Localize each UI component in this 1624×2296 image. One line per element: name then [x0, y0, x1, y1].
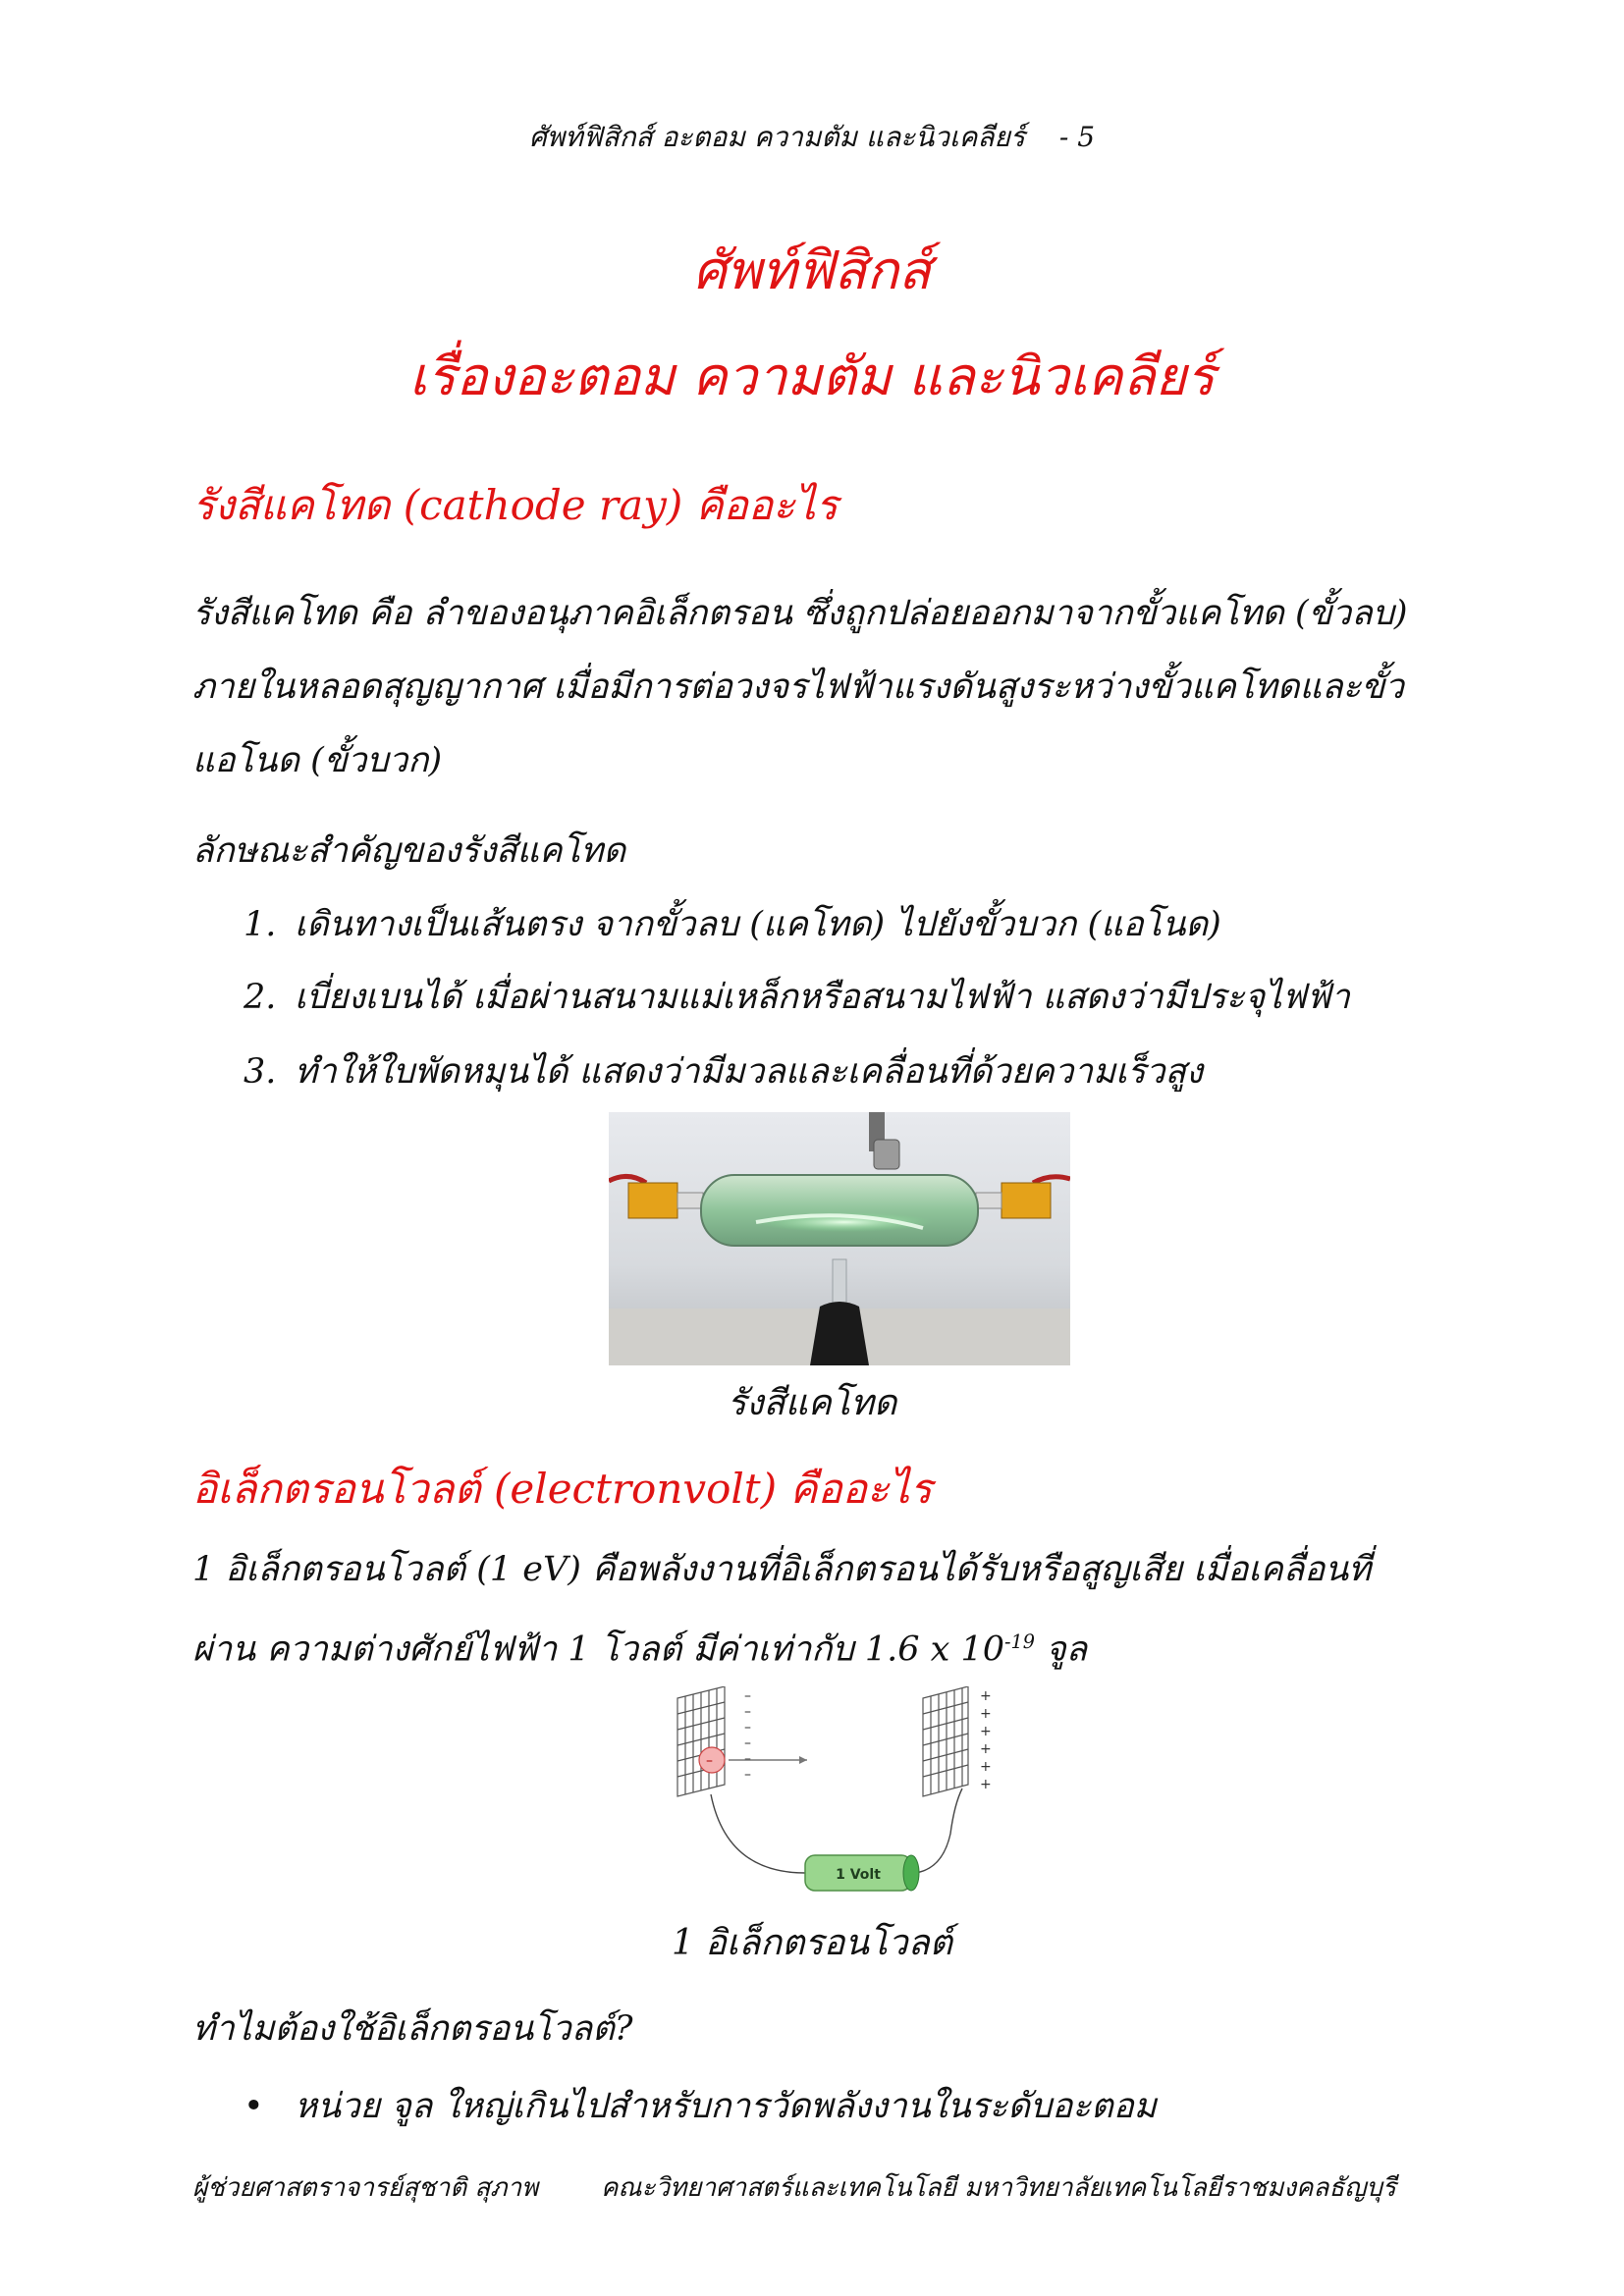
svg-text:+: +	[980, 1759, 992, 1775]
unit-text: จูล	[1035, 1629, 1088, 1670]
bullet-text: หน่วย จูล ใหญ่เกินไปสำหรับการวัดพลังงานในระดับอะตอม	[295, 2087, 1157, 2126]
cathode-ray-definition: รังสีแคโทด คือ ลำของอนุภาคอิเล็กตรอน ซึ่งถูกปล่อยออกมาจากขั้วแคโทด (ขั้วลบ) ภายในหลอดสุญญากาศ เมื่อมีการต่อวงจรไฟฟ้าแรงดันสูงระหว่างขั้วแคโทดและขั้วแอโนด (ขั้วบวก)	[192, 594, 1408, 780]
running-header	[0, 116, 1624, 159]
svg-text:+: +	[980, 1777, 992, 1792]
electronvolt-definition-line2	[192, 1618, 1469, 1675]
definition-text: ผ่าน ความต่างศักย์ไฟฟ้า 1 โวลต์ มีค่าเท่ากับ 1.6 x 10	[192, 1629, 1005, 1670]
list-text: เบี่ยงเบนได้ เมื่อผ่านสนามแม่เหล็กหรือสนามไฟฟ้า แสดงว่ามีประจุไฟฟ้า	[295, 978, 1350, 1017]
figure-caption-electronvolt: 1 อิเล็กตรอนโวลต์	[671, 1923, 953, 1963]
list-text: ทำให้ใบพัดหมุนได้ แสดงว่ามีมวลและเคลื่อนที่ด้วยความเร็วสูง	[295, 1052, 1204, 1092]
svg-text:–: –	[744, 1767, 751, 1783]
exponent: -19	[1004, 1630, 1036, 1653]
svg-text:+: +	[980, 1724, 992, 1739]
section-heading-cathode-ray: รังสีแคโทด (cathode ray) คืออะไร	[192, 481, 839, 529]
characteristics-label: ลักษณะสำคัญของรังสีแคโทด	[192, 831, 626, 871]
list-item	[244, 2079, 1157, 2133]
negative-plate	[677, 1686, 725, 1796]
running-title: ศัพท์ฟิสิกส์ อะตอม ความตัม และนิวเคลียร์	[528, 121, 1025, 153]
page-footer	[192, 2167, 1430, 2208]
svg-text:+: +	[980, 1688, 992, 1704]
bullet-icon: •	[244, 2087, 264, 2126]
svg-text:–: –	[706, 1753, 713, 1769]
figure-caption-cathode-ray: รังสีแคโทด	[727, 1383, 897, 1423]
svg-text:–: –	[744, 1751, 751, 1767]
positive-plate	[923, 1686, 968, 1796]
footer-author: ผู้ช่วยศาสตราจารย์สุชาติ สุภาพ	[192, 2173, 539, 2203]
page-number: - 5	[1058, 121, 1096, 153]
arrow-icon	[799, 1756, 807, 1764]
svg-text:–: –	[744, 1688, 751, 1704]
svg-text:–: –	[744, 1720, 751, 1735]
electronvolt-diagram	[668, 1686, 1013, 1900]
list-text: เดินทางเป็นเส้นตรง จากขั้วลบ (แคโทด) ไปยังขั้วบวก (แอโนด)	[295, 905, 1221, 944]
battery-label: 1 Volt	[836, 1867, 881, 1883]
section-heading-electronvolt: อิเล็กตรอนโวลต์ (electronvolt) คืออะไร	[192, 1465, 933, 1513]
battery	[805, 1855, 919, 1891]
svg-text:–: –	[744, 1704, 751, 1720]
electronvolt-definition-line1: 1 อิเล็กตรอนโวลต์ (1 eV) คือพลังงานที่อิเล็กตรอนได้รับหรือสูญเสีย เมื่อเคลื่อนที่	[192, 1550, 1372, 1589]
svg-text:+: +	[980, 1706, 992, 1722]
list-number: 3.	[244, 1052, 277, 1092]
list-item	[244, 970, 1350, 1024]
positive-sign	[980, 1688, 992, 1792]
negative-sign	[744, 1688, 751, 1783]
svg-text:+: +	[980, 1741, 992, 1757]
list-number: 1.	[244, 905, 277, 944]
page-title: ศัพท์ฟิสิกส์	[692, 240, 932, 301]
why-question: ทำไมต้องใช้อิเล็กตรอนโวลต์?	[192, 2009, 633, 2049]
list-item	[244, 897, 1221, 951]
list-number: 2.	[244, 978, 277, 1017]
cathode-ray-tube-photo	[609, 1112, 1070, 1365]
list-item	[244, 1044, 1203, 1098]
svg-text:–: –	[744, 1735, 751, 1751]
page-subtitle: เรื่องอะตอม ความตัม และนิวเคลียร์	[408, 346, 1216, 407]
footer-affiliation: คณะวิทยาศาสตร์และเทคโนโลยี มหาวิทยาลัยเทคโนโลยีราชมงคลธัญบุรี	[601, 2173, 1396, 2203]
